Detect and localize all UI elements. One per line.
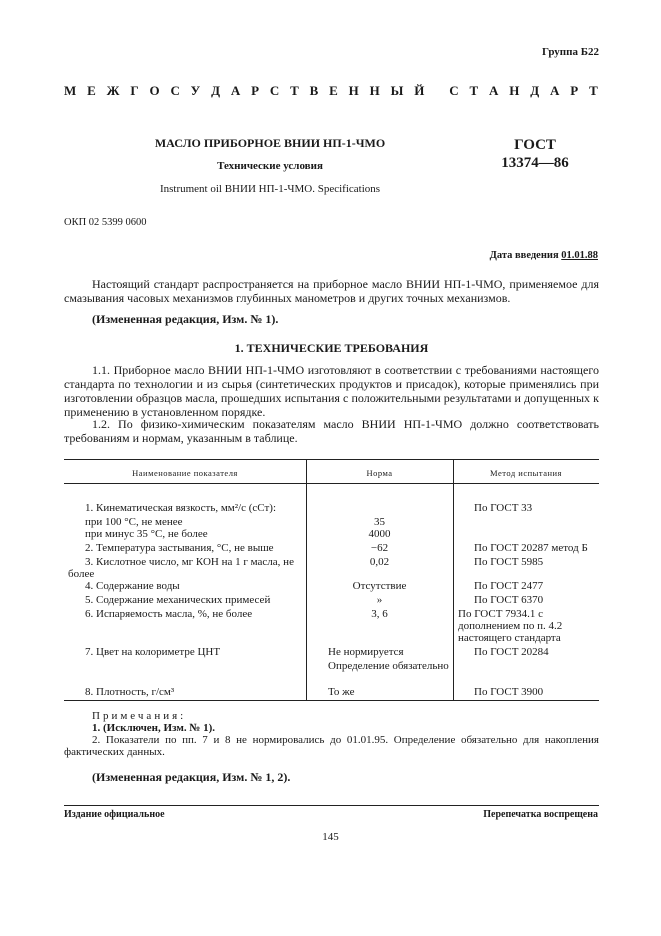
banner-letter: С (170, 83, 180, 98)
banner-letter: Д (211, 83, 221, 98)
banner-letter: Г (130, 83, 139, 98)
banner-letter: А (230, 83, 241, 98)
table-cell-method: По ГОСТ 20287 метод Б (474, 542, 588, 554)
table-cell-method: По ГОСТ 20284 (474, 646, 549, 658)
english-title: Instrument oil ВНИИ НП-1-ЧМО. Specifications (159, 183, 381, 195)
paragraph-1-2: 1.2. По физико-химическим показателям масло ВНИИ НП-1-ЧМО должно соответствовать требованиям и нормам, указанным в таблице. (64, 417, 599, 445)
table-cell-method: По ГОСТ 6370 (474, 594, 544, 606)
intro-paragraph: Настоящий стандарт распространяется на приборное масло ВНИИ НП-1-ЧМО, применяемое для смазывания часовых механизмов глубинных манометров и других точных механизмов. (64, 277, 599, 305)
table-header-name: Наименование показателя (132, 468, 238, 478)
table-cell-norm: −62 (370, 542, 389, 554)
banner-letter: В (309, 83, 319, 98)
table-cell-method: По ГОСТ 2477 (474, 580, 544, 592)
table-cell-name: при 100 °С, не менее (85, 516, 183, 528)
document-title: МАСЛО ПРИБОРНОЕ ВНИИ НП-1-ЧМО (154, 136, 386, 150)
notes-edit: (Измененная редакция, Изм. № 1, 2). (92, 770, 291, 784)
banner-letter: Й (414, 83, 425, 98)
banner-letter: Т (290, 83, 299, 98)
table-cell-method: По ГОСТ 7934.1 с дополнением по п. 4.2 настоящего стандарта (458, 608, 563, 644)
table-cell-name: 6. Испаряемость масла, %, не более (85, 608, 253, 620)
footer-rule (64, 805, 599, 806)
table-cell-norm: 35 (374, 516, 385, 528)
banner-letter: О (149, 83, 160, 98)
interstate-standard-banner (64, 83, 598, 99)
document-subtitle: Технические условия (217, 160, 323, 172)
reprint-prohibited-label: Перепечатка воспрещена (483, 809, 598, 820)
table-cell-norm: 3, 6 (371, 608, 388, 620)
note-1-text: 1. (Исключен, Изм. № 1). (92, 722, 216, 734)
table-cell-norm: Определение обязательно (328, 660, 449, 672)
table-header-rule (64, 483, 599, 484)
official-edition-label: Издание официальное (64, 809, 165, 820)
date-value: 01.01.88 (561, 250, 598, 261)
table-cell-norm: Отсутствие (352, 580, 407, 592)
page-number: 145 (322, 831, 339, 843)
banner-letter: Н (369, 83, 380, 98)
banner-letter: Д (530, 83, 540, 98)
notes-title: Примечания: (92, 710, 187, 722)
banner-letter: Т (469, 83, 479, 98)
table-cell-name: 7. Цвет на колориметре ЦНТ (85, 646, 221, 658)
paragraph-1-1: 1.1. Приборное масло ВНИИ НП-1-ЧМО изготовляют в соответствии с требованиями настоящего стандарта по технологии и из сырья (синтетических продуктов и присадок), которые применялись при изготовлении образцов масла, прошедших испытания с положительными результатами и допущенных к применению в установленном порядке. (64, 363, 599, 419)
table-cell-name: 1. Кинематическая вязкость, мм²/с (сСт): (85, 502, 277, 514)
gost-label: ГОСТ (514, 137, 556, 153)
banner-letter: Т (589, 83, 598, 98)
table-header-method: Метод испытания (490, 468, 562, 478)
banner-letter: Н (348, 83, 359, 98)
table-cell-method: По ГОСТ 5985 (474, 556, 544, 568)
banner-letter: Р (570, 83, 579, 98)
banner-letter: Н (509, 83, 520, 98)
banner-letter (435, 83, 438, 99)
gost-designation (480, 136, 590, 172)
table-divider-2 (453, 459, 454, 700)
table-cell-norm: 4000 (368, 528, 391, 540)
banner-letter: Р (251, 83, 260, 98)
note-1 (92, 722, 215, 734)
banner-letter: А (550, 83, 560, 98)
banner-letter: С (449, 83, 459, 98)
table-cell-name: 8. Плотность, г/см³ (85, 686, 175, 698)
table-bottom-rule (64, 700, 599, 701)
table-cell-norm: 0,02 (369, 556, 390, 568)
section-heading: 1. ТЕХНИЧЕСКИЕ ТРЕБОВАНИЯ (234, 341, 429, 355)
table-cell-norm: » (376, 594, 383, 606)
gost-number: 13374—86 (501, 155, 569, 171)
effective-date (490, 250, 598, 261)
table-cell-name: 2. Температура застывания, °С, не выше (85, 542, 274, 554)
banner-letter: М (64, 83, 77, 98)
banner-letter: У (190, 83, 201, 98)
table-cell-name: при минус 35 °С, не более (85, 528, 208, 540)
intro-edit-note: (Измененная редакция, Изм. № 1). (92, 312, 279, 326)
banner-letter: Е (329, 83, 338, 98)
table-cell-norm: Не нормируется (328, 646, 404, 658)
group-code: Группа Б22 (542, 46, 599, 58)
table-top-rule (64, 459, 599, 460)
table-cell-method: По ГОСТ 3900 (474, 686, 544, 698)
table-cell-method: По ГОСТ 33 (474, 502, 533, 514)
okp-code: ОКП 02 5399 0600 (64, 217, 147, 228)
date-label: Дата введения (489, 250, 559, 261)
banner-letter: С (269, 83, 280, 98)
table-header-norm: Норма (366, 468, 393, 478)
table-cell-name: 4. Содержание воды (85, 580, 180, 592)
table-cell-name: 5. Содержание механических примесей (85, 594, 271, 606)
table-cell-name: более (68, 568, 95, 580)
table-cell-norm: То же (328, 686, 355, 698)
banner-letter: Е (87, 83, 96, 98)
note-2: 2. Показатели по пп. 7 и 8 не нормировались до 01.01.95. Определение обязательно для накопления фактических данных. (64, 734, 599, 758)
table-cell-name: 3. Кислотное число, мг КОН на 1 г масла, не (85, 556, 294, 568)
banner-letter: Ж (106, 83, 120, 98)
banner-letter: А (489, 83, 499, 98)
banner-letter: Ы (390, 83, 404, 98)
